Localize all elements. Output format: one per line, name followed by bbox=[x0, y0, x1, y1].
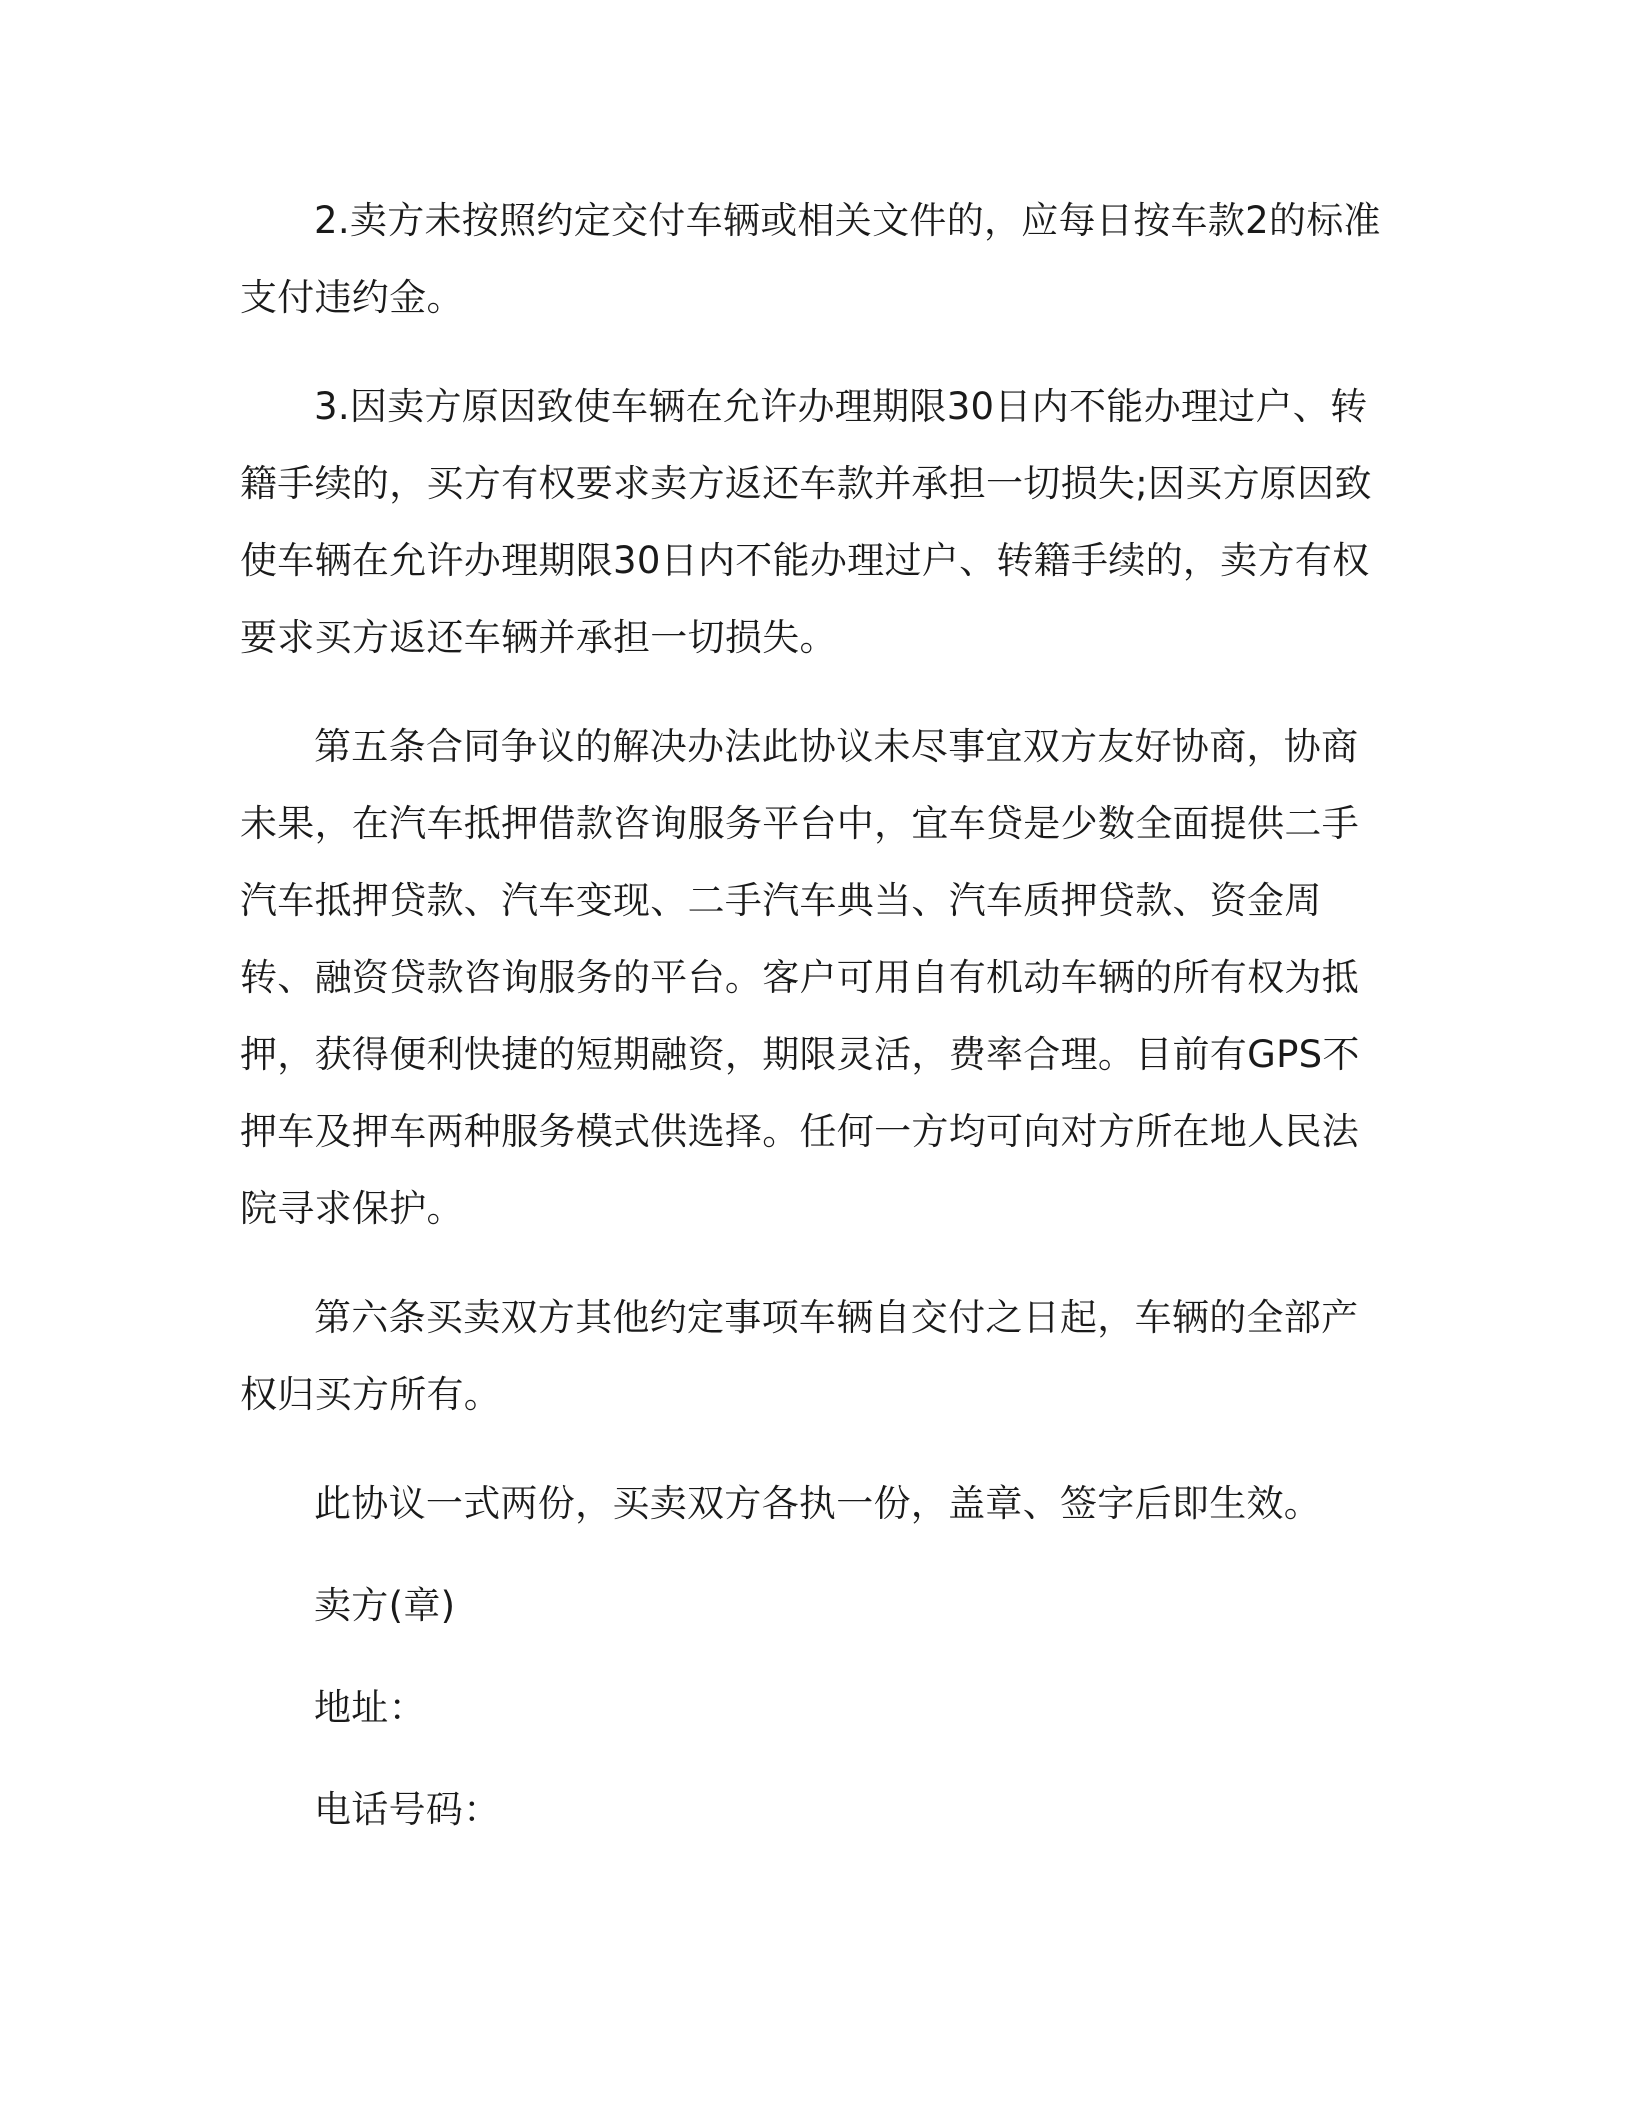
document-body bbox=[240, 182, 1382, 1873]
clause-3-paragraph: 3.因卖方原因致使车辆在允许办理期限30日内不能办理过户、转籍手续的，买方有权要求卖方返还车款并承担一切损失;因买方原因致使车辆在允许办理期限30日内不能办理过户、转籍手续的，卖方有权要求买方返还车辆并承担一切损失。 bbox=[240, 385, 1372, 659]
phone-number-label: 电话号码： bbox=[314, 1788, 501, 1831]
seller-seal-label: 卖方(章) bbox=[314, 1584, 456, 1627]
clause-2-paragraph: 2.卖方未按照约定交付车辆或相关文件的，应每日按车款2的标准支付违约金。 bbox=[240, 199, 1381, 319]
article-6-paragraph: 第六条买卖双方其他约定事项车辆自交付之日起，车辆的全部产权归买方所有。 bbox=[240, 1296, 1359, 1416]
article-5-paragraph: 第五条合同争议的解决办法此协议未尽事宜双方友好协商，协商未果，在汽车抵押借款咨询服务平台中，宜车贷是少数全面提供二手汽车抵押贷款、汽车变现、二手汽车典当、汽车质押贷款、资金周转、融资贷款咨询服务的平台。客户可用自有机动车辆的所有权为抵押，获得便利快捷的短期融资，期限灵活，费率合理。目前有GPS不押车及押车两种服务模式供选择。任何一方均可向对方所在地人民法院寻求保护。 bbox=[240, 725, 1360, 1230]
agreement-copies-paragraph: 此协议一式两份，买卖双方各执一份，盖章、签字后即生效。 bbox=[314, 1482, 1322, 1525]
address-label: 地址： bbox=[314, 1686, 426, 1729]
